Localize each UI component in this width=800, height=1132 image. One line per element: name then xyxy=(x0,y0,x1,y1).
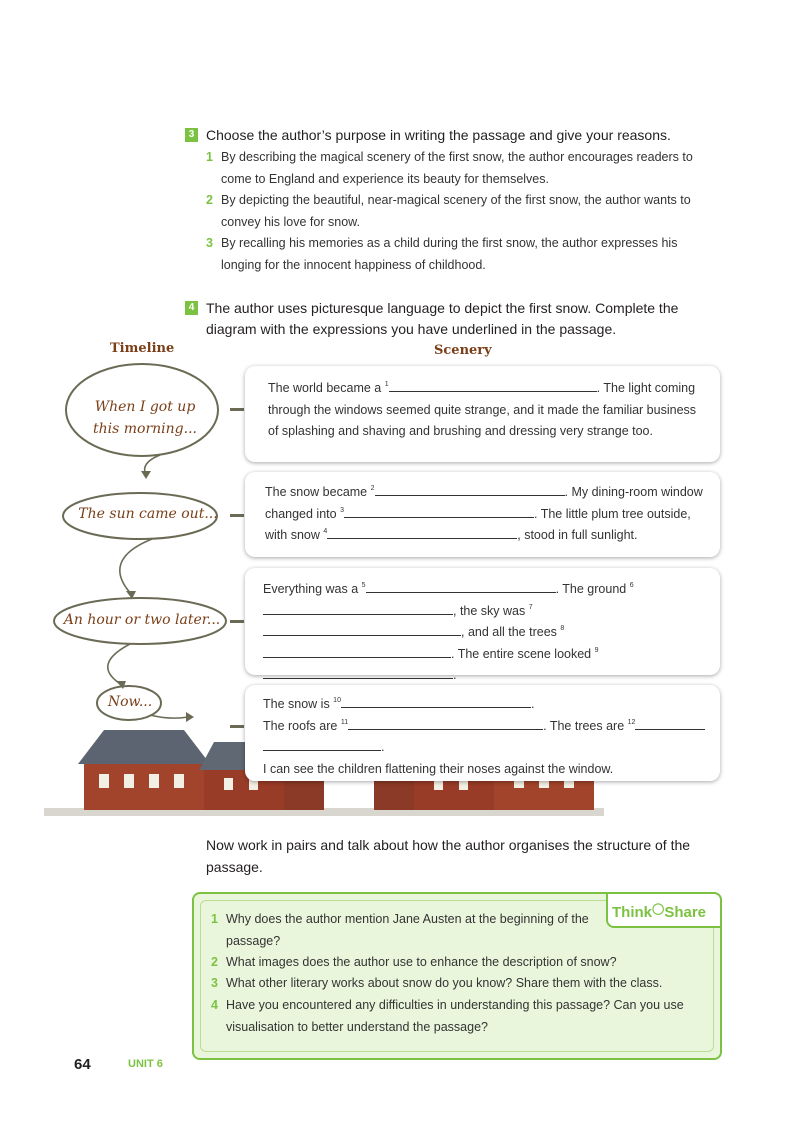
blank-12-continued[interactable] xyxy=(263,738,381,751)
arrow-3-curve xyxy=(108,644,130,685)
connector-3 xyxy=(230,620,244,623)
unit-label: UNIT 6 xyxy=(128,1058,163,1070)
box2-text-d: , stood in full sunlight. xyxy=(517,528,638,542)
think-label: Think xyxy=(612,904,652,921)
blank-number-12: 12 xyxy=(627,718,636,726)
question-4-title: The author uses picturesque language to depict the first snow. Complete the diagram with the expressions you have underlined in the passage. xyxy=(206,300,679,337)
question-4-badge: 4 xyxy=(185,301,198,315)
scenery-box-3-text xyxy=(263,579,710,687)
blank-number-11: 11 xyxy=(340,718,349,726)
option-text: By depicting the beautiful, near-magical scenery of the first snow, the author wants to convey his love for snow. xyxy=(221,193,691,229)
question-3-title: Choose the author’s purpose in writing the passage and give your reasons. xyxy=(206,127,671,143)
box4-text-d: . The trees are xyxy=(543,718,628,733)
blank-4[interactable] xyxy=(327,526,517,539)
box3-text-f: . xyxy=(453,668,457,682)
scenery-box-4 xyxy=(245,685,720,781)
think-share-label xyxy=(612,902,706,921)
page-number: 64 xyxy=(74,1056,91,1073)
bubble-3-text: An hour or two later... xyxy=(63,612,221,628)
box3-text-b: . The ground xyxy=(555,582,630,596)
blank-5[interactable] xyxy=(366,580,556,593)
blank-3[interactable] xyxy=(344,505,534,518)
box4-text-c: The roofs are xyxy=(263,718,341,733)
blank-6[interactable] xyxy=(263,602,453,615)
blank-number-4: 4 xyxy=(323,528,328,535)
blank-number-10: 10 xyxy=(333,697,341,704)
arrow-4-head xyxy=(186,712,194,722)
scenery-box-2 xyxy=(245,472,720,557)
blank-8[interactable] xyxy=(263,645,451,658)
connector-2 xyxy=(230,514,244,517)
blank-number-8: 8 xyxy=(560,625,565,632)
option-number: 3 xyxy=(206,236,213,250)
box2-text-b: . My dining-room window changed into xyxy=(265,485,703,521)
item-number: 2 xyxy=(211,955,218,969)
blank-2[interactable] xyxy=(375,483,565,496)
think-share-item-1 xyxy=(211,909,611,952)
think-share-item-3 xyxy=(211,973,711,995)
q3-option-1 xyxy=(206,147,716,190)
blank-number-7: 7 xyxy=(528,603,533,611)
blank-10[interactable] xyxy=(341,695,531,708)
bubble-1-text: When I got up this morning... xyxy=(93,399,197,437)
scenery-box-3 xyxy=(245,568,720,682)
blank-number-9: 9 xyxy=(594,646,599,654)
blank-7[interactable] xyxy=(263,623,461,636)
item-number: 4 xyxy=(211,998,218,1012)
blank-number-3: 3 xyxy=(340,506,344,514)
lightbulb-icon: ◯ xyxy=(652,903,665,915)
blank-11[interactable] xyxy=(348,717,543,730)
q3-option-3 xyxy=(206,233,716,276)
item-text: Have you encountered any difficulties in understanding this passage? Can you use visualisation to better understand the passage? xyxy=(226,998,684,1034)
blank-number-6: 6 xyxy=(629,582,634,589)
bubble-4-text: Now... xyxy=(107,694,153,710)
blank-number-5: 5 xyxy=(361,582,366,589)
box4-text-b: . xyxy=(530,697,535,711)
box1-text-a: The world became a xyxy=(268,381,385,395)
box3-text-e: . The entire scene looked xyxy=(451,646,595,661)
scenery-box-2-text xyxy=(265,482,708,547)
pair-work-instruction: Now work in pairs and talk about how the author organises the structure of the passage. xyxy=(206,837,691,875)
box2-text-a: The snow became xyxy=(265,485,371,499)
item-text: What other literary works about snow do you know? Share them with the class. xyxy=(226,976,663,990)
item-text: What images does the author use to enhance the description of snow? xyxy=(226,955,617,969)
arrow-4-curve xyxy=(150,715,188,718)
blank-9[interactable] xyxy=(263,666,453,679)
think-share-item-4 xyxy=(211,995,701,1038)
arrow-2-curve xyxy=(120,539,152,595)
question-3-badge: 3 xyxy=(185,128,198,142)
box4-text-a: The snow is xyxy=(263,697,334,711)
scenery-header: Scenery xyxy=(434,343,492,358)
box3-text-d: , and all the trees xyxy=(461,625,561,639)
box3-text-a: Everything was a xyxy=(263,582,362,596)
option-number: 2 xyxy=(206,193,213,207)
share-label: Share xyxy=(664,904,707,921)
scenery-box-4-text xyxy=(263,694,710,780)
box1-text-b: . The light coming through the windows seemed quite strange, and it made the familiar business of splashing and shaving and brushing and dressing very strange too. xyxy=(268,381,697,438)
arrow-1-head xyxy=(141,471,151,479)
bubble-2-text: The sun came out... xyxy=(78,506,218,522)
item-number: 1 xyxy=(211,912,218,926)
item-number: 3 xyxy=(211,976,218,990)
q3-option-2 xyxy=(206,190,716,233)
blank-12[interactable] xyxy=(635,717,705,730)
connector-1 xyxy=(230,408,244,411)
box2-text-c: . The little plum tree outside, with snow xyxy=(265,506,691,542)
scenery-box-1-text xyxy=(268,378,704,443)
blank-1[interactable] xyxy=(389,379,597,392)
timeline-header: Timeline xyxy=(110,341,175,356)
box4-text-f: I can see the children flattening their noses against the window. xyxy=(263,761,614,776)
box4-text-e: . xyxy=(381,740,385,754)
scenery-box-1 xyxy=(245,366,720,462)
blank-number-1: 1 xyxy=(384,381,389,388)
item-text: Why does the author mention Jane Austen at the beginning of the passage? xyxy=(226,912,589,948)
option-number: 1 xyxy=(206,150,213,164)
box3-text-c: , the sky was xyxy=(453,603,529,618)
blank-number-2: 2 xyxy=(370,485,375,492)
think-share-item-2 xyxy=(211,952,711,974)
option-text: By recalling his memories as a child during the first snow, the author expresses his longing for the innocent happiness of childhood. xyxy=(221,236,678,272)
option-text: By describing the magical scenery of the first snow, the author encourages readers to come to England and experience its beauty for themselves. xyxy=(221,150,693,186)
